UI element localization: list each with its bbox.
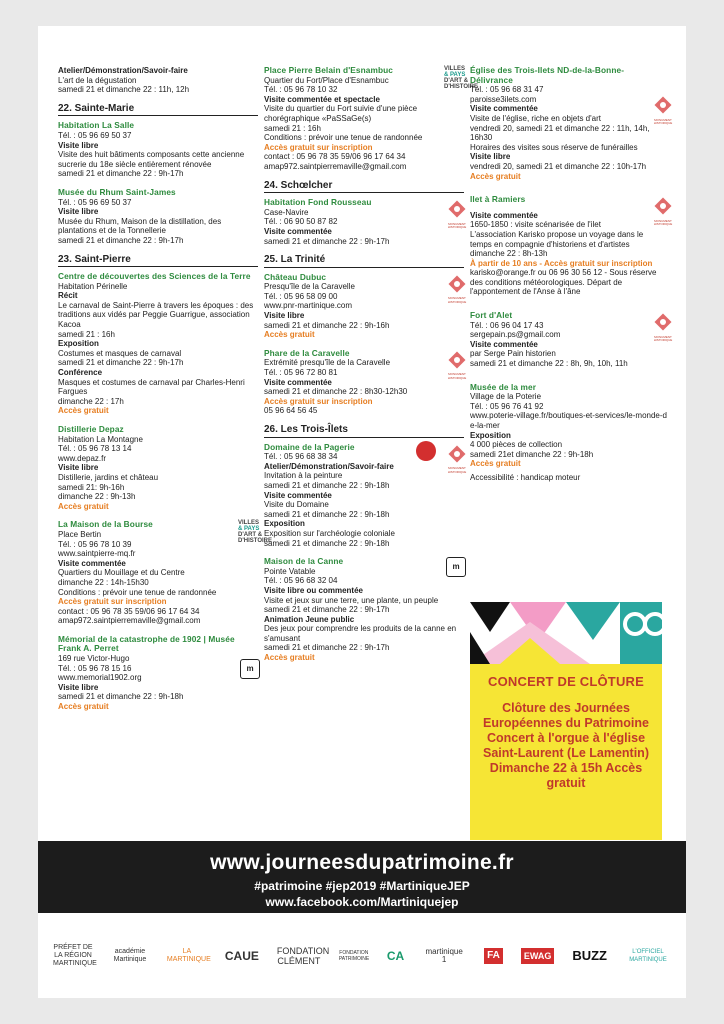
monument-historique-icon: MONUMENT HISTORIQUE <box>652 311 674 343</box>
website-link[interactable]: www.saintpierre-mq.fr <box>58 549 136 559</box>
email-link[interactable]: amap972.saintpierremaville@gmail.com <box>58 616 201 626</box>
entry-habitation-la-salle: Habitation La Salle Tél. : 05 96 69 50 37 Visite libre Visite des huit bâtiments composants cette ancienne sucrerie du 18e siècle entièrement rénovée samedi 21 et dimanche 22 : 9h-17h <box>58 120 245 179</box>
entry-eglise-trois-ilets: MONUMENT HISTORIQUE Église des Trois-Ilets ND-de-la-Bonne-Délivrance Tél. : 05 96 68 31 47 paroisse3ilets.com Visite commentée Visite de l'église, riche en objets d'art vendredi 20, samedi 21 et dimanche 22 : 11h, 14h, 16h30 Horaires des visites sous réserve de funérailles Visite libre vendredi 20, samedi 21 et dimanche 22 : 10h-17h Accès gratuit <box>470 65 673 181</box>
website-url[interactable]: www.journeesdupatrimoine.fr <box>210 851 514 874</box>
hashtags: #patrimoine #jep2019 #MartiniqueJEP <box>254 879 470 893</box>
column-3 <box>470 65 673 492</box>
monument-historique-icon: MONUMENT HISTORIQUE <box>446 349 468 381</box>
martinique-logo: LA MARTINIQUE <box>166 948 211 963</box>
entry-distillerie-depaz: Distillerie Depaz Habitation La Montagne Tél. : 05 96 78 13 14 www.depaz.fr Visite libre Distillerie, jardins et château samedi 21: 9h-16h dimanche 22 : 9h-13h Accès gratuit <box>58 425 258 511</box>
villes-art-histoire-badge: VILLES & PAYS D'ART & D'HISTOIRE <box>444 66 478 90</box>
entry-degustation: Atelier/Démonstration/Savoir-faire L'art de la dégustation samedi 21 et dimanche 22 : 11h, 12h <box>58 66 190 95</box>
partner-logos <box>38 926 686 986</box>
villes-art-histoire-badge: VILLES & PAYS D'ART & D'HISTOIRE <box>238 520 272 545</box>
monument-historique-icon: MONUMENT HISTORIQUE <box>446 198 468 230</box>
musee-de-france-icon: m <box>446 557 466 577</box>
column-1 <box>58 66 272 721</box>
credit-agricole-logo: CA <box>386 949 405 963</box>
musee-logo-icon <box>416 441 436 461</box>
town-heading: 26. Les Trois-Îlets <box>264 425 464 438</box>
town-heading: 23. Saint-Pierre <box>58 255 258 268</box>
entry-musee-mer: Musée de la mer Village de la Poterie Tél. : 05 96 76 41 92 www.poterie-village.fr/boutiques-et-services/le-monde-de-la-mer Exposition 4 000 pièces de collection samedi 21et dimanche 22 : 9h-18h Accès gratuit Accessibilité : handicap moteur <box>470 383 670 483</box>
concert-cloture-box <box>470 602 662 840</box>
column-2 <box>264 65 478 672</box>
caue-logo: CAUE <box>224 949 259 963</box>
website-link[interactable]: www.poterie-village.fr/boutiques-et-services/le-monde-de-la-mer <box>470 411 667 430</box>
monument-historique-icon: MONUMENT HISTORIQUE <box>652 94 674 126</box>
website-link[interactable]: paroisse3ilets.com <box>470 94 537 104</box>
musee-de-france-icon: m <box>240 659 260 679</box>
entry-domaine-pagerie: MONUMENT HISTORIQUE Domaine de la Pagerie Tél. : 05 96 68 38 34 Atelier/Démonstration/Savoir-faire Invitation à la peinture samedi 21 et dimanche 22 : 9h-18h Visite commentée Visite du Domaine samedi 21 et dimanche 22 : 9h-18h Exposition Exposition sur l'archéologie coloniale samedi 21 et dimanche 22 : 9h-18h <box>264 441 467 548</box>
entry-place-esnambuc: VILLES & PAYS D'ART & D'HISTOIRE Place Pierre Belain d'Esnambuc Quartier du Fort/Place d'Esnambuc Tél. : 05 96 78 10 32 Visite commentée et spectacle Visite du quartier du Fort suivie d'une pièce chorégraphique «PaSSaGe(s) samedi 21 : 16h Conditions : prévoir une tenue de randonnée Accès gratuit sur inscription contact : 05 96 78 35 59/06 96 17 64 34 amap972.saintpierremaville@gmail.com <box>264 65 478 171</box>
concert-text: Clôture des Journées Européennes du Patrimoine Concert à l'orgue à l'église Saint-Laurent (Le Lamentin) Dimanche 22 à 15h Accès gratuit <box>482 701 649 790</box>
entry-memorial-1902: m Mémorial de la catastrophe de 1902 | Musée Frank A. Perret 169 rue Victor-Hugo Tél. : 05 96 78 15 16 www.memorial1902.org Visite libre samedi 21 et dimanche 22 : 9h-18h Accès gratuit <box>58 635 258 712</box>
academie-logo: académie Martinique <box>113 948 147 963</box>
entry-musee-rhum: Musée du Rhum Saint-James Tél. : 05 96 69 50 37 Visite libre Musée du Rhum, Maison de la distillation, des plantations et de la Tonnellerie samedi 21 et dimanche 22 : 9h-17h <box>58 186 222 245</box>
entry-maison-bourse: VILLES & PAYS D'ART & D'HISTOIRE La Maison de la Bourse Place Bertin Tél. : 05 96 78 10 39 www.saintpierre-mq.fr Visite commentée Quartiers du Mouillage et du Centre dimanche 22 : 14h-15h30 Conditions : prévoir une tenue de randonnée Accès gratuit sur inscription contact : 05 96 78 35 59/06 96 17 64 34 amap972.saintpierremaville@gmail.com <box>58 519 272 626</box>
brochure-page <box>38 26 686 998</box>
buzz-logo: BUZZ <box>572 948 607 963</box>
ewag-logo: EWAG <box>521 948 555 964</box>
entry-maison-canne: m Maison de la Canne Pointe Vatable Tél. : 05 96 68 32 04 Visite libre ou commentée Visite et jeux sur une terre, une plante, un peuple samedi 21 et dimanche 22 : 9h-17h Animation Jeune public Des jeux pour comprendre les produits de la canne en s'amusant samedi 21 et dimanche 22 : 9h-17h Accès gratuit <box>264 557 464 663</box>
email-link[interactable]: amap972.saintpierremaville@gmail.com <box>264 161 407 171</box>
entry-chateau-dubuc: MONUMENT HISTORIQUE Château Dubuc Presqu'île de la Caravelle Tél. : 05 96 58 09 00 www.pnr-martinique.com Visite libre samedi 21 et dimanche 22 : 9h-16h Accès gratuit <box>264 271 467 340</box>
prefet-logo: PRÉFET DE LA RÉGION MARTINIQUE <box>52 944 97 967</box>
monument-historique-icon: MONUMENT HISTORIQUE <box>446 443 468 475</box>
entry-ilet-ramiers: MONUMENT HISTORIQUE Ilet à Ramiers Visite commentée 1650-1850 : visite scénarisée de l'ilet L'association Karisko propose un voyage dans le temps en compagnie d'historiens et d'artistes dimanche 22 : 8h-13h À partir de 10 ans - Accès gratuit sur inscription karisko@orange.fr ou 06 96 30 56 12 - Sous réserve des conditions météorologiques. Départ de l'appontement de l'Anse à l'âne <box>470 194 673 297</box>
martinique-1-logo: martinique 1 <box>425 947 463 964</box>
website-link[interactable]: www.memorial1902.org <box>58 673 142 683</box>
fa-logo: FA <box>484 948 503 964</box>
town-heading: 22. Sainte-Marie <box>58 104 258 117</box>
fondation-patrimoine-logo: FONDATION PATRIMOINE <box>338 950 370 962</box>
monument-historique-icon: MONUMENT HISTORIQUE <box>652 195 674 227</box>
concert-heading: CONCERT DE CLÔTURE <box>488 674 644 689</box>
website-link[interactable]: www.pnr-martinique.com <box>264 301 353 311</box>
monument-historique-icon: MONUMENT HISTORIQUE <box>446 273 468 305</box>
facebook-url[interactable]: www.facebook.com/Martiniquejep <box>265 895 459 909</box>
footer-band <box>38 841 686 913</box>
officiel-martinique-logo: L'OFFICIEL MARTINIQUE <box>629 949 667 963</box>
website-link[interactable]: www.depaz.fr <box>58 453 107 463</box>
town-heading: 24. Schœlcher <box>264 181 464 194</box>
entry-phare-caravelle: MONUMENT HISTORIQUE Phare de la Caravelle Extrémité presqu'île de la Caravelle Tél. : 05 96 72 80 81 Visite commentée samedi 21 et dimanche 22 : 8h30-12h30 Accès gratuit sur inscription 05 96 64 56 45 <box>264 347 467 416</box>
entry-fond-rousseau: MONUMENT HISTORIQUE Habitation Fond Rousseau Case-Navire Tél. : 06 90 50 87 82 Visite commentée samedi 21 et dimanche 22 : 9h-17h <box>264 197 467 246</box>
entry-centre-decouvertes: Centre de découvertes des Sciences de la Terre Habitation Périnelle Récit Le carnaval de Saint-Pierre à travers les époques : des traditions aux vidés par Peggie Guarrigue, association Kacoa samedi 21 : 16h Exposition Costumes et masques de carnaval samedi 21 et dimanche 22 : 9h-17h Conférence Masques et costumes de carnaval par Charles-Henri Fargues dimanche 22 : 17h Accès gratuit <box>58 271 254 416</box>
fondation-clement-logo: FONDATION CLÉMENT <box>276 946 330 966</box>
town-heading: 25. La Trinité <box>264 255 464 268</box>
entry-fort-alet: MONUMENT HISTORIQUE Fort d'Alet Tél. : 06 96 04 17 43 sergepain.ps@gmail.com Visite commentée par Serge Pain historien samedi 21 et dimanche 22 : 8h, 9h, 10h, 11h <box>470 310 673 369</box>
concert-illustration <box>470 602 662 664</box>
email-link[interactable]: sergepain.ps@gmail.com <box>470 330 561 340</box>
